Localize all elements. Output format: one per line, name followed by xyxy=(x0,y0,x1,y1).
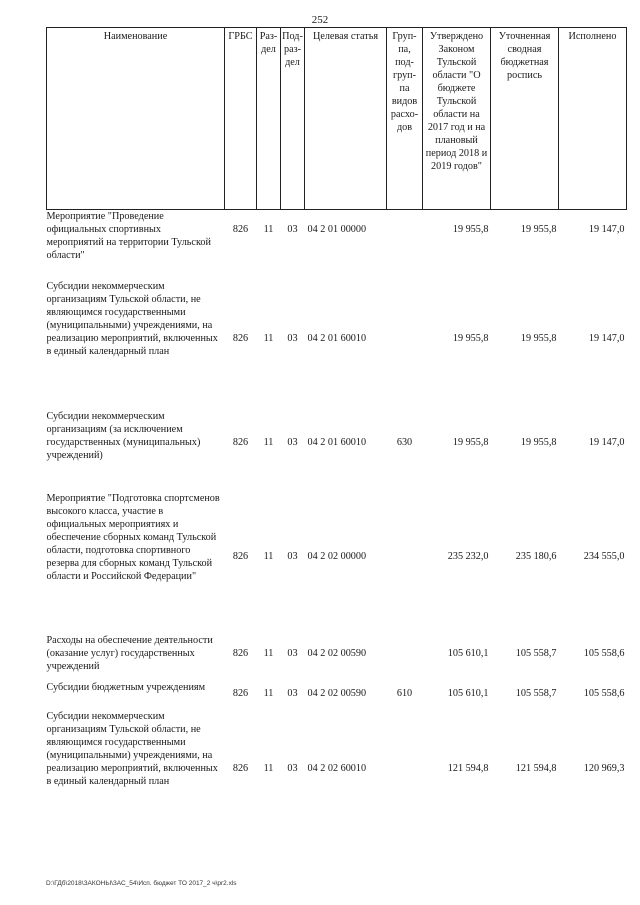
cell-target: 04 2 02 00590 xyxy=(307,688,367,699)
cell-refined: 105 558,7 xyxy=(515,688,557,699)
cell-approved: 235 232,0 xyxy=(447,551,489,562)
cell-group xyxy=(387,492,423,583)
header-name: Наименование xyxy=(47,28,225,210)
cell-executed: 234 555,0 xyxy=(583,551,625,562)
cell-podrazdel: 03 xyxy=(287,688,298,699)
cell-group xyxy=(387,210,423,263)
row-spacer xyxy=(47,462,627,492)
table-row xyxy=(47,634,627,673)
header-group: Груп-па, под-груп-па видов расхо-дов xyxy=(387,28,423,210)
cell-refined: 19 955,8 xyxy=(520,437,557,448)
row-spacer xyxy=(47,583,627,634)
table-header-row xyxy=(47,28,627,210)
cell-podrazdel: 03 xyxy=(287,763,298,774)
header-refined: Уточненная сводная бюджетная роспись xyxy=(491,28,559,210)
cell-executed: 19 147,0 xyxy=(588,437,625,448)
table-row xyxy=(47,280,627,358)
cell-group xyxy=(387,634,423,673)
cell-executed: 19 147,0 xyxy=(588,333,625,344)
table-row xyxy=(47,410,627,462)
header-target: Целевая статья xyxy=(305,28,387,210)
cell-podrazdel: 03 xyxy=(287,437,298,448)
row-spacer xyxy=(47,700,627,710)
spacer-cell xyxy=(47,262,627,280)
cell-razdel: 11 xyxy=(263,224,274,235)
cell-refined: 121 594,8 xyxy=(515,763,557,774)
row-spacer xyxy=(47,358,627,410)
table-row xyxy=(47,710,627,788)
cell-grbs: 826 xyxy=(232,648,249,659)
budget-table xyxy=(46,27,627,788)
cell-refined: 235 180,6 xyxy=(515,551,557,562)
header-executed: Исполнено xyxy=(559,28,627,210)
file-path-footer: D:\ГДб\2018\ЗАКОНЫ\ЗАС_54\Исп. бюджет ТО 2017_2 ч\pr2.xls xyxy=(46,880,237,887)
cell-grbs: 826 xyxy=(232,688,249,699)
table-row xyxy=(47,210,627,263)
cell-target: 04 2 01 60010 xyxy=(307,333,367,344)
cell-target: 04 2 02 60010 xyxy=(307,763,367,774)
cell-executed: 19 147,0 xyxy=(588,224,625,235)
table-row xyxy=(47,492,627,583)
cell-name: Мероприятие "Подготовка спортсменов высокого класса, участие в официальных мероприятиях и обеспечение сборных команд Тульской области, подготовка спортивного резерва для сборных команд Тульской области и Российской Федерации" xyxy=(46,493,220,582)
spacer-cell xyxy=(47,583,627,634)
header-grbs: ГРБС xyxy=(225,28,257,210)
cell-grbs: 826 xyxy=(232,551,249,562)
cell-razdel: 11 xyxy=(263,688,274,699)
cell-podrazdel: 03 xyxy=(287,551,298,562)
cell-razdel: 11 xyxy=(263,551,274,562)
cell-approved: 121 594,8 xyxy=(447,763,489,774)
cell-grbs: 826 xyxy=(232,437,249,448)
cell-target: 04 2 01 00000 xyxy=(307,224,367,235)
cell-group xyxy=(387,710,423,788)
cell-approved: 19 955,8 xyxy=(452,333,489,344)
cell-executed: 105 558,6 xyxy=(583,688,625,699)
row-spacer xyxy=(47,673,627,681)
cell-podrazdel: 03 xyxy=(287,224,298,235)
table-row xyxy=(47,681,627,700)
header-podrazdel: Под-раз-дел xyxy=(281,28,305,210)
cell-refined: 19 955,8 xyxy=(520,224,557,235)
cell-refined: 105 558,7 xyxy=(515,648,557,659)
cell-executed: 120 969,3 xyxy=(583,763,625,774)
cell-name: Субсидии некоммерческим организациям Тульской области, не являющимся государственными (муниципальными) учреждениями, на реализацию мероприятий, включенных в единый календарный план xyxy=(46,281,218,357)
cell-grbs: 826 xyxy=(232,333,249,344)
spacer-cell xyxy=(47,673,627,681)
cell-group: 610 xyxy=(396,688,413,699)
cell-name: Субсидии некоммерческим организациям (за исключением государственных (муниципальных) учреждений) xyxy=(46,411,201,461)
cell-approved: 19 955,8 xyxy=(452,437,489,448)
cell-name: Субсидии бюджетным учреждениям xyxy=(46,682,206,693)
cell-approved: 105 610,1 xyxy=(447,688,489,699)
cell-razdel: 11 xyxy=(263,763,274,774)
cell-target: 04 2 02 00000 xyxy=(307,551,367,562)
cell-razdel: 11 xyxy=(263,437,274,448)
cell-approved: 19 955,8 xyxy=(452,224,489,235)
cell-group: 630 xyxy=(396,437,413,448)
cell-razdel: 11 xyxy=(263,648,274,659)
spacer-cell xyxy=(47,358,627,410)
cell-podrazdel: 03 xyxy=(287,648,298,659)
cell-grbs: 826 xyxy=(232,763,249,774)
cell-name: Мероприятие "Проведение официальных спортивных мероприятий на территории Тульской области" xyxy=(46,211,211,261)
cell-target: 04 2 02 00590 xyxy=(307,648,367,659)
spacer-cell xyxy=(47,462,627,492)
cell-podrazdel: 03 xyxy=(287,333,298,344)
cell-razdel: 11 xyxy=(263,333,274,344)
cell-approved: 105 610,1 xyxy=(447,648,489,659)
header-razdel: Раз-дел xyxy=(257,28,281,210)
spacer-cell xyxy=(47,700,627,710)
cell-grbs: 826 xyxy=(232,224,249,235)
header-approved: Утверждено Законом Тульской области "О бюджете Тульской области на 2017 год и на плановый период 2018 и 2019 годов" xyxy=(423,28,491,210)
cell-name: Расходы на обеспечение деятельности (оказание услуг) государственных учреждений xyxy=(46,635,213,672)
cell-refined: 19 955,8 xyxy=(520,333,557,344)
cell-target: 04 2 01 60010 xyxy=(307,437,367,448)
cell-group xyxy=(387,280,423,358)
cell-executed: 105 558,6 xyxy=(583,648,625,659)
page-number: 252 xyxy=(311,14,329,26)
cell-name: Субсидии некоммерческим организациям Тульской области, не являющимся государственными (муниципальными) учреждениями, на реализацию мероприятий, включенных в единый календарный план xyxy=(46,711,218,787)
row-spacer xyxy=(47,262,627,280)
